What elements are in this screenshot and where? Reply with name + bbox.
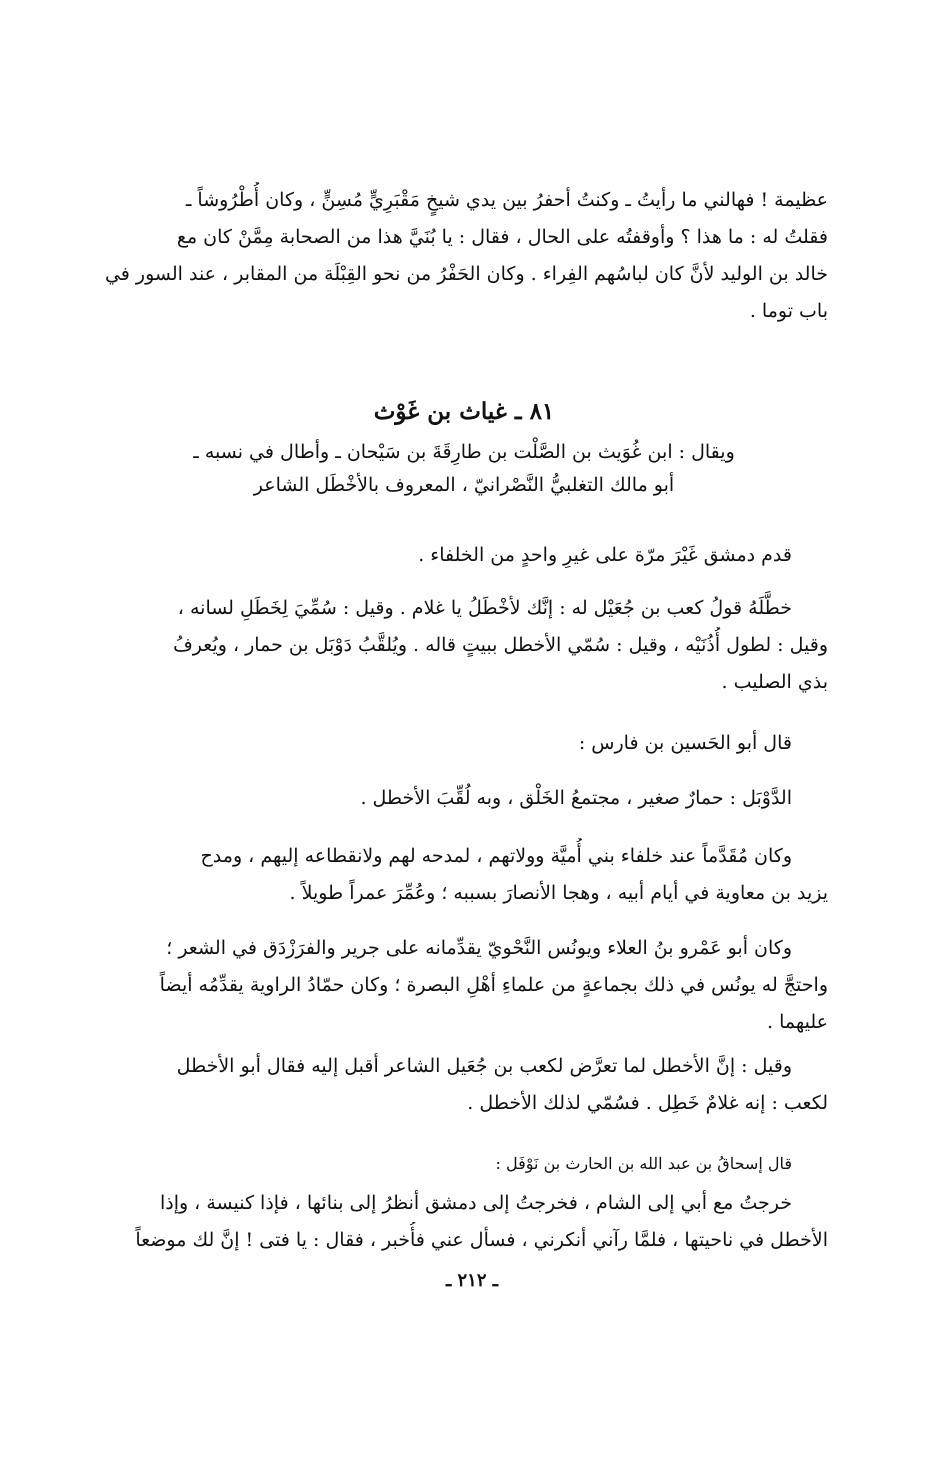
paragraph-4 bbox=[100, 725, 828, 762]
text-line: واحتجَّ له يونُس في ذلك بجماعةٍ من علماءِ أهْلِ البصرة ؛ وكان حمّادُ الراوية يقدِّمُه أيضاً bbox=[159, 974, 828, 996]
section-title: ٨١ ـ غياث بن غَوْث bbox=[373, 398, 555, 425]
paragraph-9 bbox=[100, 1145, 828, 1182]
text-line: قدم دمشق غَيْرَ مرّة على غيرِ واحدٍ من الخلفاء . bbox=[418, 544, 792, 566]
text-line: فقلتُ له : ما هذا ؟ وأوقفتُه على الحال ، فقال : يا بُنَيَّ هذا من الصحابة مِمَّنْ كان مع bbox=[176, 226, 828, 248]
text-line: وقيل : لطول أُذُنَيْه ، وقيل : سُمّي الأخطل ببيتٍ قاله . ويُلقَّبُ دَوْبَل بن حمار ، ويُعرفُ bbox=[173, 634, 828, 656]
paragraph-10 bbox=[100, 1185, 828, 1259]
text-line: خطَّلَهُ قولُ كعب بن جُعَيْل له : إنَّك لأخْطَلُ يا غلام . وقيل : سُمِّيَ لِخَطَلِ لسانه ، bbox=[177, 597, 792, 619]
paragraph-2 bbox=[100, 537, 828, 574]
subtitle-line: ويقال : ابن غُوَيث بن الصَّلْت بن طارِقَةَ بن سَيْحان ـ وأطال في نسبه ـ bbox=[193, 441, 735, 463]
text-line: يزيد بن معاوية في أيام أبيه ، وهجا الأنصارَ بسببه ؛ وعُمِّرَ عمراً طويلاً . bbox=[289, 882, 828, 904]
paragraph-6 bbox=[100, 838, 828, 912]
text-line: خرجتُ مع أبي إلى الشام ، فخرجتُ إلى دمشق أنظرُ إلى بنائها ، فإذا كنيسة ، وإذا bbox=[159, 1192, 792, 1214]
paragraph-1 bbox=[100, 182, 828, 330]
text-line: عليهما . bbox=[767, 1011, 828, 1033]
paragraph-8 bbox=[100, 1048, 828, 1122]
text-line: خالد بن الوليد لأنَّ كان لباسُهم الفِراء . وكان الحَفْرُ من نحو القِبْلَة من المقابر ، عند السور في bbox=[104, 263, 828, 285]
subtitle-line: أبو مالك التغلبيُّ النَّصْرانيّ ، المعروف بالأخْطَل الشاعر bbox=[253, 474, 675, 496]
text-line: لكعب : إنه غلامٌ خَطِل . فسُمّي لذلك الأخطل . bbox=[467, 1092, 828, 1114]
paragraph-7 bbox=[100, 930, 828, 1041]
text-line: عظيمة ! فهالني ما رأيتُ ـ وكنتُ أحفرُ بين يدي شيخٍ مَقْبَرِيٍّ مُسِنٍّ ، وكان أُطْرُوشاً ـ bbox=[185, 189, 828, 211]
text-line: بذي الصليب . bbox=[721, 671, 828, 693]
text-line: وكان مُقَدَّماً عند خلفاء بني أُميَّة وولاتهم ، لمدحه لهم ولانقطاعه إليهم ، ومدح bbox=[200, 845, 792, 867]
text-line: قال إسحاقُ بن عبد الله بن الحارث بن نَوْفَل : bbox=[495, 1154, 792, 1173]
paragraph-5 bbox=[100, 780, 828, 817]
section-subtitle bbox=[100, 436, 828, 502]
text-line: الدَّوْبَل : حمارٌ صغير ، مجتمعُ الخَلْق ، وبه لُقِّبَ الأخطل . bbox=[360, 787, 792, 809]
text-line: وكان أبو عَمْرو بنُ العلاء ويونُس النَّحْويّ يقدِّمانه على جرير والفرَزْدَق في الشعر ؛ bbox=[166, 937, 792, 959]
text-line: باب توما . bbox=[749, 300, 828, 322]
text-line: قال أبو الحَسين بن فارس : bbox=[578, 732, 792, 754]
paragraph-3 bbox=[100, 590, 828, 701]
text-line: وقيل : إنَّ الأخطل لما تعرَّض لكعب بن جُعَيل الشاعر أقبل إليه فقال أبو الأخطل bbox=[176, 1055, 792, 1077]
text-line: الأخطل في ناحيتها ، فلمَّا رآني أنكرني ، فسأل عني فأُخبر ، فقال : يا فتى ! إنَّ لك موضعاً bbox=[135, 1229, 828, 1251]
page-number: ـ ٢١٢ ـ bbox=[445, 1270, 499, 1291]
